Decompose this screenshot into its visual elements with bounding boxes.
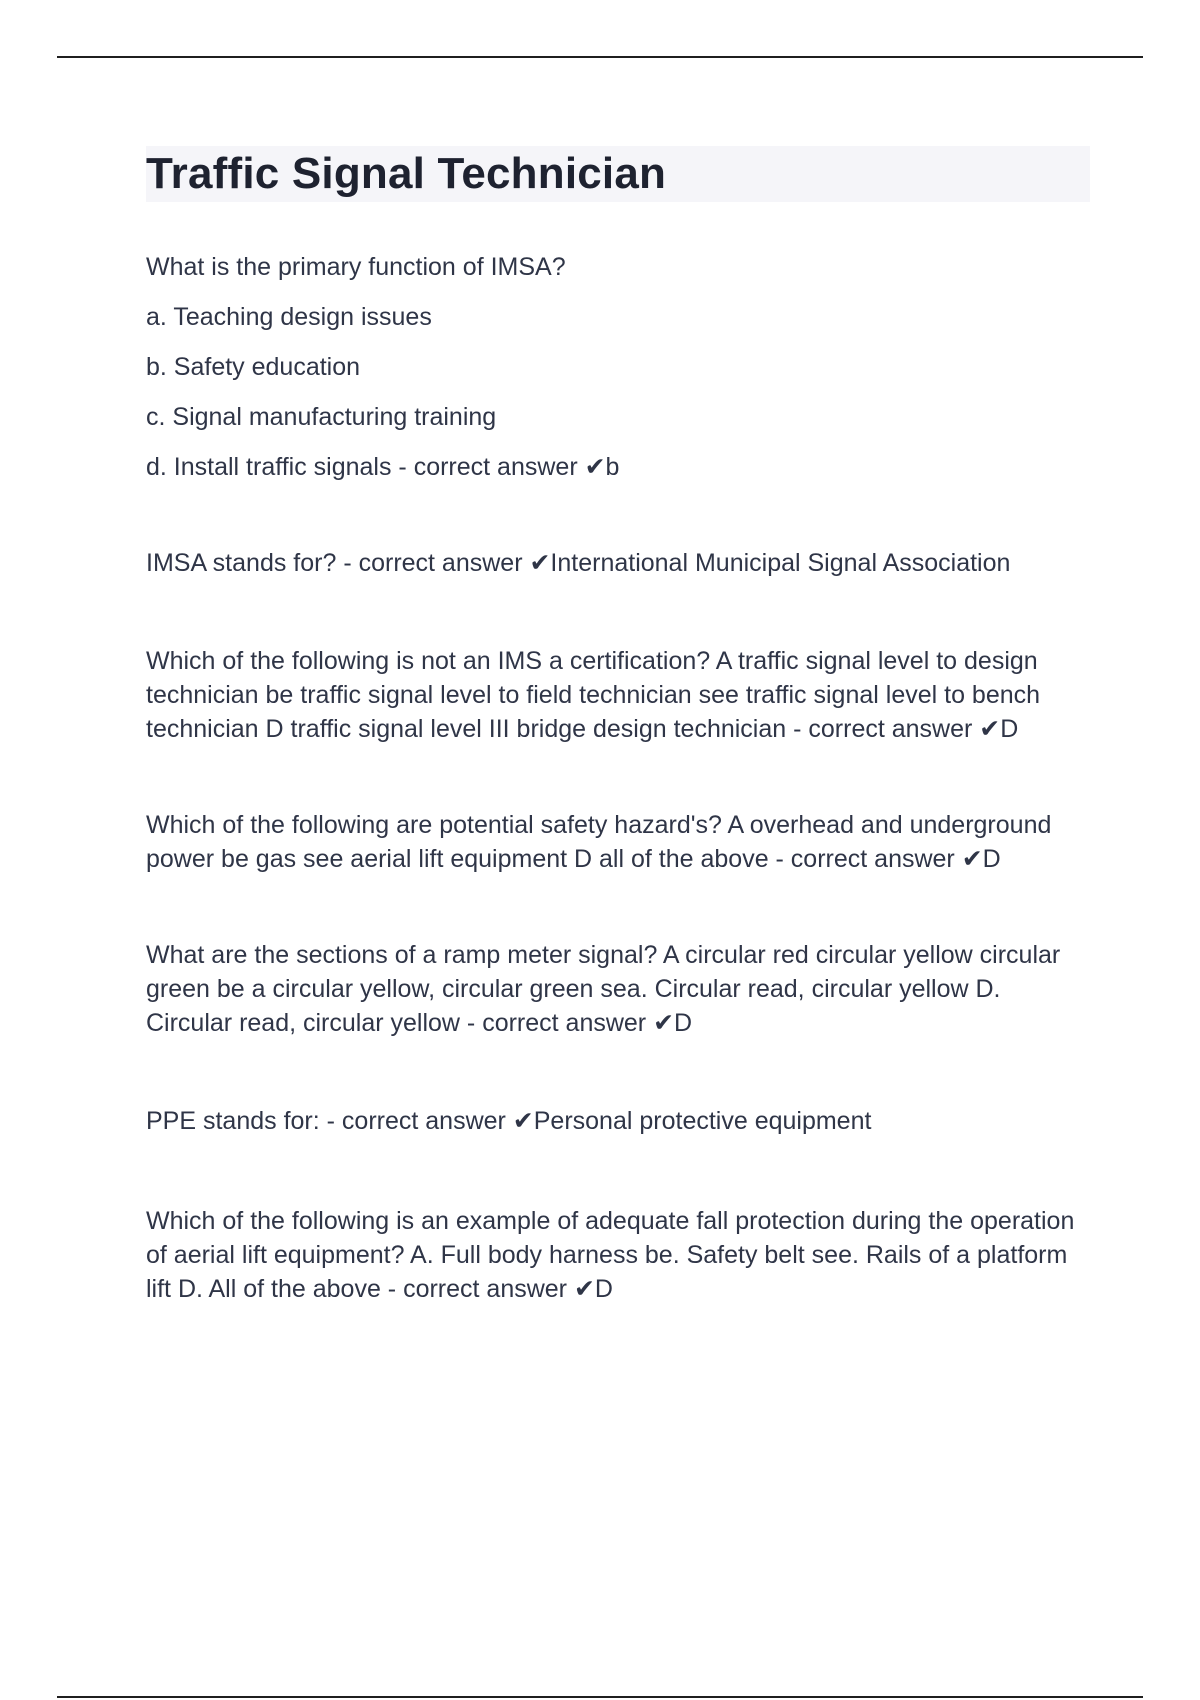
question-4: Which of the following are potential safety hazard's? A overhead and underground power be gas see aerial lift equipment D all of the above - correct answer ✔D <box>146 811 1052 873</box>
question-1-option-d: d. Install traffic signals - correct answer ✔b <box>146 453 620 481</box>
question-5: What are the sections of a ramp meter signal? A circular red circular yellow circular green be a circular yellow, circular green sea. Circular read, circular yellow D. Circular read, circular yellow - correct answer ✔D <box>146 941 1061 1037</box>
question-1-option-a: a. Teaching design issues <box>146 303 432 331</box>
top-rule <box>57 56 1143 58</box>
question-7: Which of the following is an example of adequate fall protection during the operation of aerial lift equipment? A. Full body harness be. Safety belt see. Rails of a platform lift D. All of the above - correct answer ✔D <box>146 1207 1075 1303</box>
document-body <box>146 146 1090 1306</box>
title-banner <box>146 146 1090 202</box>
question-1-option-c: c. Signal manufacturing training <box>146 403 497 431</box>
question-3: Which of the following is not an IMS a certification? A traffic signal level to design technician be traffic signal level to field technician see traffic signal level to bench technician D traffic signal level III bridge design technician - correct answer ✔D <box>146 647 1041 743</box>
question-2: IMSA stands for? - correct answer ✔International Municipal Signal Association <box>146 549 1011 577</box>
question-6: PPE stands for: - correct answer ✔Personal protective equipment <box>146 1107 872 1135</box>
question-1-option-b: b. Safety education <box>146 353 361 381</box>
question-1: What is the primary function of IMSA? <box>146 253 566 281</box>
bottom-rule <box>57 1696 1143 1698</box>
document-title: Traffic Signal Technician <box>146 149 667 198</box>
